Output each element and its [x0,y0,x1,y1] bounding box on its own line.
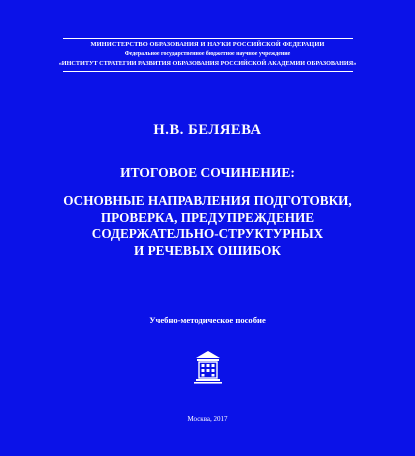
subtitle-line: ОСНОВНЫЕ НАПРАВЛЕНИЯ ПОДГОТОВКИ, [63,193,352,208]
institution-type: Федеральное государственное бюджетное научное учреждение [124,51,291,57]
book-title: ИТОГОВОЕ СОЧИНЕНИЕ: [120,165,295,180]
ministry-name: МИНИСТЕРСТВО ОБРАЗОВАНИЯ И НАУКИ РОССИЙСКОЙ ФЕДЕРАЦИИ [90,41,325,48]
publication-genre: Учебно-методическое пособие [149,315,266,325]
institute-name: «ИНСТИТУТ СТРАТЕГИИ РАЗВИТИЯ ОБРАЗОВАНИЯ РОССИЙСКОЙ АКАДЕМИИ ОБРАЗОВАНИЯ» [58,60,357,67]
institute-building-emblem-icon [193,350,223,384]
header-rule-bottom [63,71,353,72]
subtitle-line: ПРОВЕРКА, ПРЕДУПРЕЖДЕНИЕ [100,209,315,225]
publication-place-year: Москва, 2017 [187,415,228,423]
header-rule-top [63,38,353,39]
book-subtitle [0,193,415,259]
subtitle-line: И РЕЧЕВЫХ ОШИБОК [134,242,281,258]
author-name: Н.В. БЕЛЯЕВА [153,122,262,138]
subtitle-line: СОДЕРЖАТЕЛЬНО-СТРУКТУРНЫХ [91,226,324,241]
